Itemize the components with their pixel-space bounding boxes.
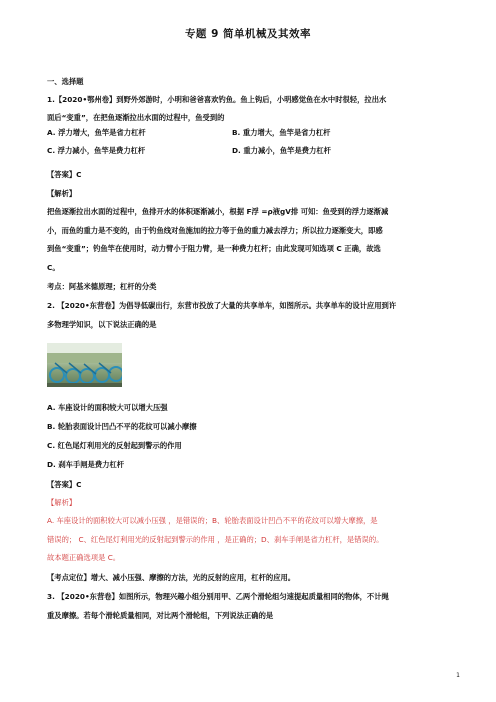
q2-analysis-line2: 错误的； C、红色尾灯利用光的反射起到警示的作用 ，是正确的；D、刹车手闸是省力杠杆，是错误的。: [47, 535, 384, 544]
q2-option-d: D. 刹车手闸是费力杠杆: [47, 460, 125, 469]
q2-analysis-label: 【解析】: [47, 498, 77, 507]
q1-stem-line1: 1.【2020•鄂州卷】到野外郊游时，小明和爸爸喜欢钓鱼。鱼上钩后，小明感觉鱼在水中时很轻，拉出水: [47, 95, 387, 104]
q1-option-c: C. 浮力减小，鱼竿是费力杠杆: [47, 146, 146, 155]
q2-stem-line2: 多物理学知识，以下说法正确的是: [47, 320, 157, 329]
q2-stem-line1: 2. 【2020•东营卷】为倡导低碳出行，东营市投放了大量的共享单车，如图所示。共享单车的设计应用到许: [47, 301, 397, 310]
q2-kaodian: 【考点定位】增大、减小压强、摩擦的方法，光的反射的应用，杠杆的应用。: [47, 573, 296, 582]
q2-answer: 【答案】C: [47, 480, 82, 489]
q1-analysis-line2: 小，而鱼的重力是不变的，由于钓鱼线对鱼施加的拉力等于鱼的重力减去浮力；所以拉力逐渐变大，即感: [47, 226, 383, 235]
q2-analysis-line3: 故本题正确选项是 C。: [47, 553, 121, 562]
q1-kaodian: 考点：阿基米德原理；杠杆的分类: [47, 282, 157, 291]
q1-analysis-line1: 把鱼逐渐拉出水面的过程中，鱼排开水的体积逐渐减小，根据 F浮 =ρ液gV排 可知：鱼受到的浮力逐渐减: [47, 207, 389, 216]
q1-options-row1: [47, 128, 455, 146]
section-heading: 一、选择题: [47, 77, 84, 86]
q1-analysis-line3: 到鱼“变重”；钓鱼竿在使用时，动力臂小于阻力臂，是一种费力杠杆；由此发现可知选项 C 正确，故选: [47, 244, 381, 253]
q1-stem-line2: 面后“变重”，在把鱼逐渐拉出水面的过程中，鱼受到的: [47, 113, 225, 122]
q1-analysis-line4: C。: [47, 263, 60, 272]
q1-answer: 【答案】C: [47, 170, 82, 179]
q2-option-a: A. 车座设计的面积较大可以增大压强: [47, 403, 168, 412]
bike-illustration: [47, 343, 122, 387]
q3-stem-line1: 3. 【2020•东营卷】如图所示，物理兴趣小组分别用甲、乙两个滑轮组匀速提起质量相同的物体，不计绳: [47, 592, 389, 601]
q1-option-b: B. 重力增大，鱼竿是省力杠杆: [232, 128, 331, 137]
page-number: 1: [456, 672, 460, 679]
q1-options-row2: [47, 146, 455, 164]
q1-analysis-label: 【解析】: [47, 189, 77, 198]
q2-option-c: C. 红色尾灯利用光的反射起到警示的作用: [47, 441, 182, 450]
q2-option-b: B. 轮胎表面设计凹凸不平的花纹可以减小摩擦: [47, 422, 197, 431]
page-title: 专题 9 简单机械及其效率: [184, 28, 312, 40]
shared-bikes-photo: [47, 343, 122, 387]
q1-option-a: A. 浮力增大，鱼竿是省力杠杆: [47, 128, 146, 137]
q1-option-d: D. 重力减小，鱼竿是费力杠杆: [232, 146, 331, 155]
q2-analysis-line1: A. 车座设计的面积较大可以减小压强 ，是错误的；B、轮胎表面设计凹凸不平的花纹可以增大摩擦，是: [47, 516, 378, 525]
q3-stem-line2: 重及摩擦。若每个滑轮质量相同，对比两个滑轮组，下列说法正确的是: [47, 611, 274, 620]
